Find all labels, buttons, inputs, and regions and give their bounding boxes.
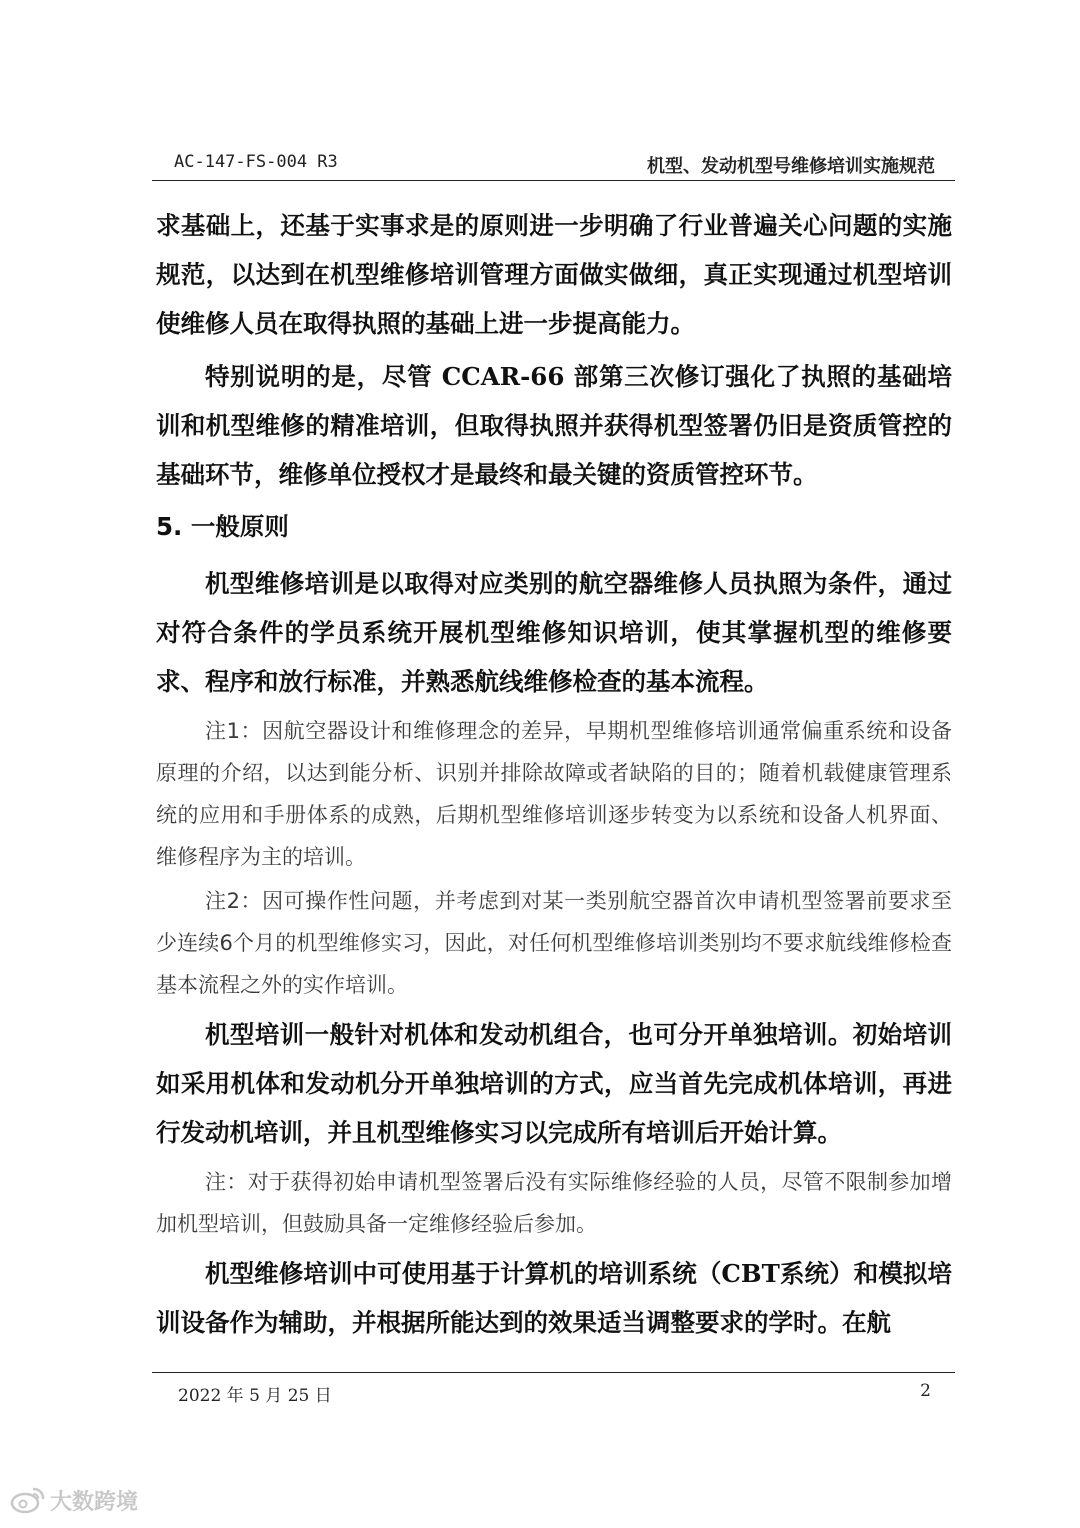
- paragraph: 机型维修培训中可使用基于计算机的培训系统（CBT系统）和模拟培训设备作为辅助，并根据所能达到的效果适当调整要求的学时。在航: [156, 1259, 952, 1337]
- page-footer: [152, 1372, 955, 1407]
- watermark: [10, 1480, 138, 1520]
- paragraph: 机型培训一般针对机体和发动机组合，也可分开单独培训。初始培训如采用机体和发动机分开单独培训的方式，应当首先完成机体培训，再进行发动机培训，并且机型维修实习以完成所有培训后开始计算。: [156, 1020, 952, 1147]
- paragraph: 求基础上，还基于实事求是的原则进一步明确了行业普遍关心问题的实施规范，以达到在机型维修培训管理方面做实做细，真正实现通过机型培训使维修人员在取得执照的基础上进一步提高能力。: [156, 211, 952, 338]
- note: 注1：因航空器设计和维修理念的差异，早期机型维修培训通常偏重系统和设备原理的介绍，以达到能分析、识别并排除故障或者缺陷的目的；随着机载健康管理系统的应用和手册体系的成熟，后期机型维修培训逐步转变为以系统和设备人机界面、维修程序为主的培训。: [156, 719, 952, 869]
- document-title: 机型、发动机型号维修培训实施规范: [647, 156, 935, 177]
- paragraph: 机型维修培训是以取得对应类别的航空器维修人员执照为条件，通过对符合条件的学员系统开展机型维修知识培训，使其掌握机型的维修要求、程序和放行标准，并熟悉航线维修检查的基本流程。: [156, 569, 952, 696]
- page-header: [152, 150, 955, 181]
- paragraph: 特别说明的是，尽管 CCAR-66 部第三次修订强化了执照的基础培训和机型维修的精准培训，但取得执照并获得机型签署仍旧是资质管控的基础环节，维修单位授权才是最终和最关键的资质管控环节。: [156, 362, 952, 489]
- watermark-text: 大数跨境: [50, 1489, 139, 1515]
- document-code: AC-147-FS-004 R3: [174, 152, 338, 172]
- note: 注2：因可操作性问题，并考虑到对某一类别航空器首次申请机型签署前要求至少连续6个月的机型维修实习，因此，对任何机型维修培训类别均不要求航线维修检查基本流程之外的实作培训。: [156, 889, 952, 997]
- weibo-logo-icon: [10, 1485, 46, 1515]
- note: 注：对于获得初始申请机型签署后没有实际维修经验的人员，尽管不限制参加增加机型培训，但鼓励具备一定维修经验后参加。: [156, 1170, 952, 1236]
- section-heading: 5. 一般原则: [156, 512, 289, 541]
- document-body: [156, 201, 952, 1347]
- page-number: 2: [920, 1381, 931, 1401]
- document-date: 2022 年 5 月 25 日: [178, 1386, 332, 1406]
